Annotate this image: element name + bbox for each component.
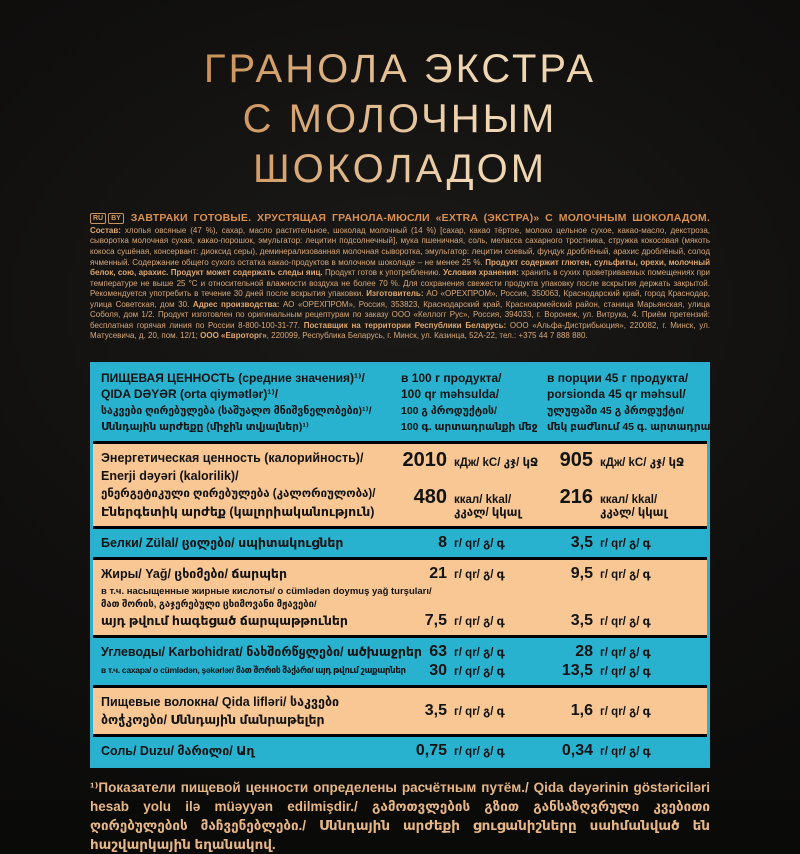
salt-per-serving [547,742,699,760]
fat-45-value: 9,5 [570,564,593,582]
ingredients-segment: Состав: [90,225,125,235]
fat-main-subrow [101,565,699,583]
label-content [90,0,724,854]
saturated-fat-per-100g [401,612,547,630]
saturated-fat-per-serving [547,612,699,630]
footnote: ¹⁾Показатели пищевой ценности определены расчётным путём./ Qida dəyərinin göstəriciləri hesab yolu ilə müəyyən edilmişdir./ გამოთვლების გზით განსაზღვრული კვებითი ღირებულების მაჩვენებლები./ Սննդային արժեքի ցուցանիշները սահմանված են հաշվարկային եղանակով. [90,779,710,852]
gram-unit: г/ qr/ გ/ գ [600,665,651,678]
ingredients-segment: ООО «Евроторг» [200,331,267,341]
nutrition-table-header [93,365,724,444]
value-group [401,742,547,760]
carbs-label: Углеводы/ Karbohidrat/ ნახშირწყლები/ ածխաջրեր [101,644,422,659]
carbs-per-serving [547,643,699,661]
nutrition-table [90,362,724,768]
gram-unit: г/ qr/ გ/ գ [454,646,505,659]
row-protein [93,529,707,560]
gram-unit: г/ qr/ გ/ գ [454,705,505,718]
product-title [90,44,710,194]
product-title-line1: ГРАНОЛА ЭКСТРА [90,44,710,94]
value-group [401,612,547,630]
salt-label-cell [101,742,401,760]
ingredients-segment: АО «ОРЕХПРОМ», Россия, 353823, Краснодарский край, Красноармейский район, станица Марьянская, улица Соболя, дом 1/2. Продукт изготовлен по оригинальным рецептурам по заказу ООО «Келлогг Рус», Россия, 394033, г. Воронеж, ул. Витрука, 4. Приём претензий: бесплатная горячая линия по России 8-800-100-31-77. [90,299,710,330]
saturated-fat-100-value: 7,5 [424,611,447,629]
ingredients-segment: Продукт содержит глютен, сульфиты, орехи, молочный белок, сою, арахис. Продукт может содержать следы яиц. [90,257,710,278]
gram-unit: г/ qr/ გ/ գ [600,745,651,758]
protein-per-serving [547,534,699,552]
gram-unit: г/ qr/ გ/ գ [454,615,505,628]
sugars-per-100g [401,662,547,680]
carbs-100-value: 63 [429,642,447,660]
fiber-45-value: 1,6 [570,701,593,719]
protein-label: Белки/ Zülal/ ცილები/ սպիտակուցներ [101,535,344,550]
header-label-ru: ПИЩЕВАЯ ЦЕННОСТЬ (средние значения)¹⁾/ [101,370,365,385]
row-energy [93,444,707,529]
energy-label-ru: Энергетическая ценность (калорийность)/ [101,450,364,465]
country-badge-ru: RU [90,213,106,224]
country-badge-by: BY [108,213,124,224]
ingredients-segment: Поставщик на территории Республики Беларусь: [303,320,510,330]
ingredients-text [90,212,710,342]
energy-kj-100-value: 2010 [402,448,447,471]
energy-per-100g [401,449,547,521]
header-45g-am: մեկ բաժնում 45 գ. արտադրանք [547,421,724,434]
carbs-per-100g [401,643,547,661]
gram-unit: г/ qr/ გ/ գ [600,537,651,550]
ingredients-segment: Изготовитель: [366,289,427,299]
energy-kcal-100 [401,486,547,521]
header-100g-ge: 100 გ პროდუქტის/ [401,404,497,417]
ingredients-segment: АО «ОРЕХПРОМ», Россия, 350063, Краснодарский край, город Краснодар, улица Советская, дом 30. [90,289,710,309]
salt-45-value: 0,34 [561,741,593,759]
fat-per-serving [547,565,699,583]
header-col-per-100g [401,370,547,436]
saturated-fat-label-ge: მათ შორის, გაჯერებული ცხიმოვანი მჟავები/ [101,599,317,611]
fat-100-value: 21 [429,564,447,582]
ingredients-segment: Продукт готов к употреблению. [325,268,444,278]
value-group [547,662,699,680]
fiber-per-serving [547,702,699,720]
energy-label-am: Էներգետիկ արժեք (կալորիականություն) [101,504,375,519]
sugars-45-value: 13,5 [561,661,593,679]
fiber-label-cell [101,693,401,729]
header-100g-ru: в 100 г продукта/ [401,370,502,385]
kcal-unit-line1: ккал/ kkal/ [600,493,658,506]
sugars-per-serving [547,662,699,680]
gram-unit: г/ qr/ გ/ գ [600,705,651,718]
energy-per-serving [547,449,699,521]
ingredients-segment: ООО «Альфа-Дистрибьюция», 220082, г. Минск, ул. Матусевича, д. 20, пом. 12/1; [90,320,710,341]
energy-kj-45 [547,449,699,472]
gram-unit: г/ qr/ გ/ գ [454,745,505,758]
fiber-per-100g [401,702,547,720]
value-group [401,534,547,552]
header-label-ge: საკვები ღირებულება (საშუალო მნიშვნელობები)¹⁾/ [101,404,372,417]
energy-kj-45-value: 905 [559,448,593,471]
fat-label-cell [101,565,401,583]
value-group [547,742,699,760]
value-group [401,643,547,661]
row-fiber [93,688,707,737]
sugars-100-value: 30 [429,661,447,679]
fiber-label-line1: Пищевые волокна/ Qida lifləri/ საკვები [101,694,340,709]
ingredients-segment: Условия хранения: [443,268,522,278]
kcal-unit-line2: კკალ/ կկալ [454,507,522,520]
row-salt [93,737,707,765]
saturated-fat-subrow [101,585,699,630]
value-group [547,702,699,720]
protein-100-value: 8 [438,533,447,551]
saturated-fat-label-am: այդ թվում հագեցած ճարպաթթուներ [101,613,348,628]
header-label-am: Սննդային արժեքը (միջին տվյալներ)¹⁾ [101,421,309,434]
product-name-heading: ЗАВТРАКИ ГОТОВЫЕ. ХРУСТЯЩАЯ ГРАНОЛА-МЮСЛИ «EXTRA (ЭКСТРА)» С МОЛОЧНЫМ ШОКОЛАДОМ. [130,212,710,224]
gram-unit: г/ qr/ გ/ գ [600,646,651,659]
carbs-main-subrow [101,643,699,661]
kcal-unit-line1: ккал/ kkal/ [454,493,512,506]
saturated-fat-label-ru-az: в т.ч. насыщенные жирные кислоты/ o cümlədən doymuş yağ turşuları/ [101,585,432,597]
header-45g-ge: ულუფაში 45 გ პროდუქტი/ [547,404,685,417]
kcal-unit [600,494,667,521]
value-group [401,702,547,720]
fiber-label-line2: ბოჭკოები/ Սննդային մանրաթելեր [101,712,325,727]
saturated-fat-label-cell [101,585,432,630]
kcal-unit [454,494,521,521]
ingredients-segment: хранить в сухих проветриваемых помещениях при температуре не выше 25 °С и относительной влажности воздуха не более 70 %. Для сохранения свежести продукта упаковку после вскрытия держать закрытой. Рекомендуется употребить в течение 30 дней после вскрытия упаковки. [90,268,711,299]
protein-label-cell [101,534,401,552]
energy-label-ge: ენერგეტიკული ღირებულება (კალორიულობა)/ [101,487,376,500]
sugars-subrow [101,662,699,680]
header-45g-az: porsionda 45 qr məhsul/ [547,387,686,402]
gram-unit: г/ qr/ გ/ գ [454,568,505,581]
value-group [547,534,699,552]
fat-per-100g [401,565,547,583]
energy-kcal-100-value: 480 [413,485,447,508]
energy-label-az: Enerji dəyəri (kalorilik)/ [101,468,239,483]
fiber-100-value: 3,5 [424,701,447,719]
gram-unit: г/ qr/ გ/ գ [454,537,505,550]
value-group [401,662,547,680]
salt-label: Соль/ Duzu/ მარილი/ Աղ [101,743,255,758]
row-carbs [93,638,707,688]
gram-unit: г/ qr/ გ/ գ [454,665,505,678]
header-label-az: QIDA DƏYƏR (orta qiymətlər)¹⁾/ [101,387,279,402]
energy-kcal-45 [547,486,699,521]
ingredients-segment: Адрес производства: [192,299,283,309]
fat-label: Жиры/ Yağ/ ცხიმები/ ճարպեր [101,566,287,581]
header-45g-ru: в порции 45 г продукта/ [547,370,689,385]
carbs-45-value: 28 [575,642,593,660]
header-label-column [101,370,401,436]
value-group [401,565,547,583]
value-group [547,565,699,583]
gram-unit: г/ qr/ გ/ գ [600,615,651,628]
ingredients-body [90,226,710,340]
salt-100-value: 0,75 [415,741,447,759]
sugars-label: в т.ч. сахара/ o cümlədən, şəkərlər/ მათ შორის შაქარი/ այդ թվում շաքարներ [101,665,406,676]
row-fat [93,560,707,638]
kj-unit: кДж/ kC/ კჯ/ կՋ [454,456,539,469]
kj-unit: кДж/ kC/ კჯ/ կՋ [600,456,685,469]
protein-per-100g [401,534,547,552]
product-title-line2: С МОЛОЧНЫМ ШОКОЛАДОМ [90,94,710,194]
value-group [547,643,699,661]
carbs-label-cell [101,643,422,661]
value-group [547,612,699,630]
energy-kcal-45-value: 216 [559,485,593,508]
ingredients-segment: , 220099, Республика Беларусь, г. Минск, ул. Казинца, 52А-22, тел.: +375 44 7 888 880. [266,331,588,341]
protein-45-value: 3,5 [570,533,593,551]
gram-unit: г/ qr/ გ/ գ [600,568,651,581]
sugars-label-cell [101,664,406,678]
saturated-fat-45-value: 3,5 [570,611,593,629]
ingredients-segment: хлопья овсяные (47 %), сахар, масло растительное, шоколад молочный (14 %) [сахар, какао тёртое, молоко цельное сухое, какао-масло, декстроза, сыворотка молочная сухая, какао-порошок, эмульгатор: лецитин подсолнечный], мука пшеничная, соль, меласса сахарного тростника, стружка кокосовая (мякоть кокоса сушёная, консервант: диоксид серы), деминерализованная молочная сыворотка, эмульгатор: лецитин соевый, фундук дроблёный, арахис дроблёный, солод ячменный. Содержание общего сухого остатка какао-продуктов в молочном шоколаде – не менее 25 %. [90,225,710,267]
header-col-per-serving [547,370,724,436]
kcal-unit-line2: კკალ/ կկալ [600,507,668,520]
energy-kj-100 [401,449,547,472]
salt-per-100g [401,742,547,760]
header-100g-az: 100 qr məhsulda/ [401,387,500,402]
header-100g-am: 100 գ. արտադրանքի մեջ [401,421,538,434]
energy-label [101,449,401,521]
